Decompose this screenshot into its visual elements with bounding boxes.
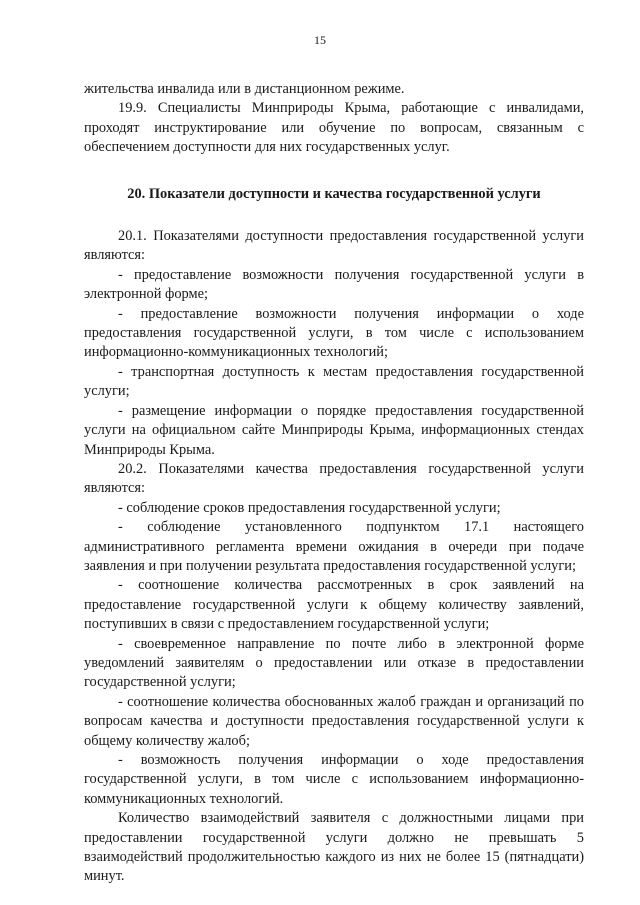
- page-number: 15: [314, 33, 326, 47]
- list-item: - соотношение количества рассмотренных в срок заявлений на предоставление государственной услуги к общему количеству заявлений, поступивших в связи с предоставлением государственной услуги;: [84, 577, 584, 633]
- section-heading-20: 20. Показатели доступности и качества государственной услуги: [127, 185, 541, 202]
- list-item: - соблюдение сроков предоставления государственной услуги;: [118, 499, 501, 516]
- list-item: - размещение информации о порядке предоставления государственной услуги на официальном сайте Минприроды Крыма, информационных стендах Минприроды Крыма.: [84, 402, 584, 458]
- list-item: - возможность получения информации о ходе предоставления государственной услуги, в том числе с использованием информационно-коммуникационных технологий.: [84, 752, 584, 807]
- document-body: [84, 80, 584, 887]
- list-item: - транспортная доступность к местам предоставления государственной услуги;: [84, 363, 584, 400]
- paragraph-20-2: 20.2. Показателями качества предоставления государственной услуги являются:: [84, 460, 584, 497]
- paragraph-continuation: жительства инвалида или в дистанционном режиме.: [84, 81, 405, 97]
- list-item: - своевременное направление по почте либо в электронной форме уведомлений заявителям о предоставлении или отказе в предоставлении государственной услуги;: [84, 635, 584, 691]
- paragraph-19-9: 19.9. Специалисты Минприроды Крыма, работающие с инвалидами, проходят инструктирование или обучение по вопросам, связанным с обеспечением доступности для них государственных услуг.: [84, 100, 584, 156]
- list-item: - соотношение количества обоснованных жалоб граждан и организаций по вопросам качества и доступности предоставления государственной услуги к общему количеству жалоб;: [84, 693, 584, 749]
- list-item: - предоставление возможности получения государственной услуги в электронной форме;: [84, 266, 584, 303]
- paragraph-20-1: 20.1. Показателями доступности предоставления государственной услуги являются:: [84, 228, 584, 264]
- list-item: - предоставление возможности получения информации о ходе предоставления государственной услуги, в том числе с использованием информационно-коммуникационных технологий;: [84, 305, 584, 361]
- paragraph-interactions-limit: Количество взаимодействий заявителя с должностными лицами при предоставлении государственной услуги должно не превышать 5 взаимодействий продолжительностью каждого из них не более 15 (пятнадцати) минут.: [84, 810, 584, 885]
- list-item: - соблюдение установленного подпунктом 17.1 настоящего административного регламента времени ожидания в очереди при подаче заявления и при получении результата предоставления государственной услуги;: [84, 519, 584, 574]
